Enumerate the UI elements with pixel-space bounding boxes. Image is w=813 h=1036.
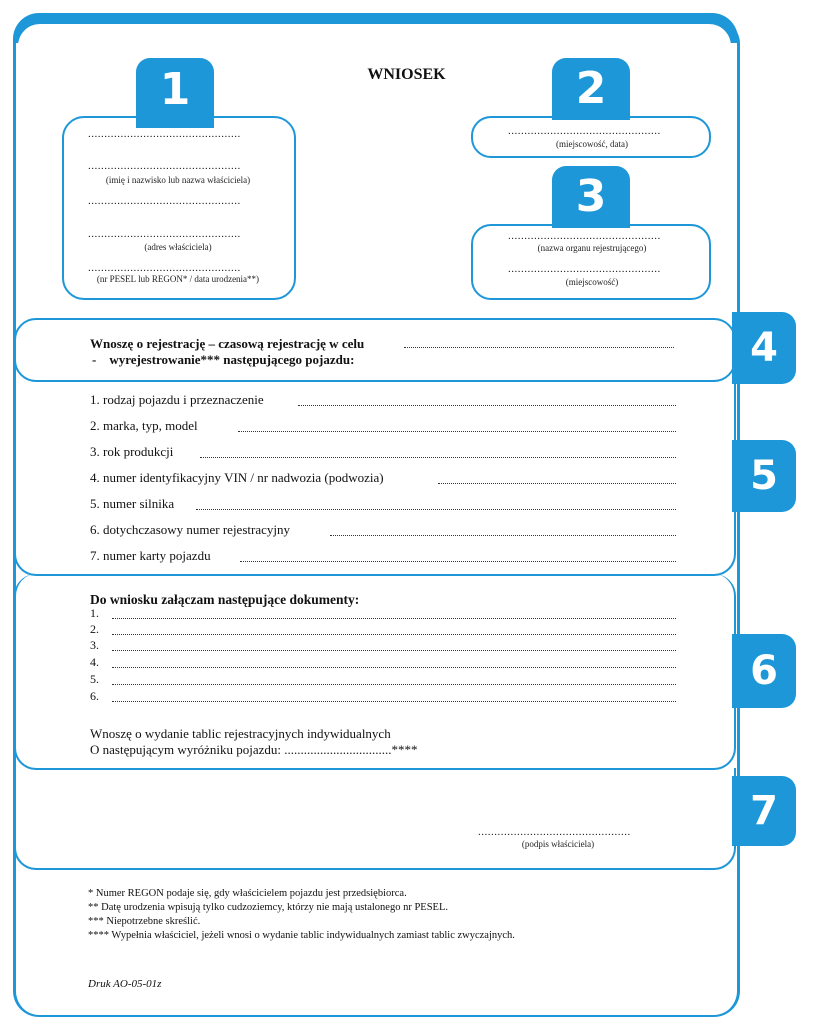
attachment-number: 3. bbox=[90, 638, 99, 652]
request-line-2: - wyrejestrowanie*** następującego pojazdu: bbox=[92, 352, 355, 367]
attachment-field[interactable] bbox=[112, 634, 676, 635]
vehicle-field-input[interactable] bbox=[240, 561, 676, 562]
attachment-field[interactable] bbox=[112, 667, 676, 668]
authority-name-line[interactable]: ............................................... bbox=[508, 230, 661, 242]
attachment-number: 1. bbox=[90, 606, 99, 620]
plates-distinguisher[interactable]: O następującym wyróżniku pojazdu: .................................**** bbox=[90, 742, 418, 757]
request-purpose-field[interactable] bbox=[404, 347, 674, 348]
vehicle-field-input[interactable] bbox=[196, 509, 676, 510]
footnote: *** Niepotrzebne skreślić. bbox=[88, 916, 201, 927]
owner-address-line-1[interactable]: ............................................... bbox=[88, 195, 241, 207]
attachment-number: 2. bbox=[90, 622, 99, 636]
owner-name-caption: (imię i nazwisko lub nazwa właściciela) bbox=[105, 175, 251, 185]
section-number-4: 4 bbox=[732, 312, 796, 384]
section-number-2: 2 bbox=[552, 58, 630, 120]
signature-line[interactable]: ............................................... bbox=[478, 826, 631, 838]
attachment-number: 6. bbox=[90, 689, 99, 703]
vehicle-field-input[interactable] bbox=[330, 535, 676, 536]
section-number-1: 1 bbox=[136, 58, 214, 128]
signature-caption: (podpis właściciela) bbox=[521, 839, 595, 849]
owner-id-caption: (nr PESEL lub REGON* / data urodzenia**) bbox=[96, 274, 260, 284]
authority-place-line[interactable]: ............................................... bbox=[508, 263, 661, 275]
owner-name-line-1[interactable]: ............................................... bbox=[88, 128, 241, 140]
vehicle-field-label: 2. marka, typ, model bbox=[90, 418, 198, 433]
section-number-6: 6 bbox=[732, 634, 796, 708]
footnote: * Numer REGON podaje się, gdy właścicielem pojazdu jest przedsiębiorca. bbox=[88, 888, 407, 899]
attachments-heading: Do wniosku załączam następujące dokumenty: bbox=[90, 592, 360, 607]
owner-address-caption: (adres właściciela) bbox=[144, 242, 212, 252]
owner-address-line-2[interactable]: ............................................... bbox=[88, 228, 241, 240]
vehicle-field-label: 3. rok produkcji bbox=[90, 444, 174, 459]
vehicle-field-input[interactable] bbox=[438, 483, 676, 484]
vehicle-field-label: 7. numer karty pojazdu bbox=[90, 548, 211, 563]
page-title: WNIOSEK bbox=[367, 66, 446, 83]
form-code: Druk AO-05-01z bbox=[88, 978, 162, 990]
signature-box bbox=[14, 768, 736, 870]
section-number-5: 5 bbox=[732, 440, 796, 512]
owner-id-line[interactable]: ............................................... bbox=[88, 262, 241, 274]
section-number-7: 7 bbox=[732, 776, 796, 846]
vehicle-field-label: 5. numer silnika bbox=[90, 496, 175, 511]
authority-place-caption: (miejscowość) bbox=[565, 277, 619, 287]
place-date-box bbox=[471, 116, 711, 158]
request-line-1: Wnoszę o rejestrację – czasową rejestrację w celu bbox=[90, 336, 365, 351]
section-number-3: 3 bbox=[552, 166, 630, 228]
footnote: ** Datę urodzenia wpisują tylko cudzoziemcy, którzy nie mają ustalonego nr PESEL. bbox=[88, 902, 449, 913]
attachment-field[interactable] bbox=[112, 701, 676, 702]
attachment-number: 4. bbox=[90, 655, 99, 669]
footnote: **** Wypełnia właściciel, jeżeli wnosi o wydanie tablic indywidualnych zamiast tablic zwyczajnych. bbox=[88, 930, 515, 941]
vehicle-field-label: 1. rodzaj pojazdu i przeznaczenie bbox=[90, 392, 264, 407]
attachment-field[interactable] bbox=[112, 684, 676, 685]
vehicle-field-input[interactable] bbox=[298, 405, 676, 406]
attachment-number: 5. bbox=[90, 672, 99, 686]
vehicle-field-label: 6. dotychczasowy numer rejestracyjny bbox=[90, 522, 290, 537]
authority-name-caption: (nazwa organu rejestrującego) bbox=[537, 243, 647, 253]
plates-request: Wnoszę o wydanie tablic rejestracyjnych indywidualnych bbox=[90, 726, 391, 741]
place-date-line[interactable]: ............................................... bbox=[508, 125, 661, 137]
attachment-field[interactable] bbox=[112, 618, 676, 619]
attachment-field[interactable] bbox=[112, 650, 676, 651]
owner-name-line-2[interactable]: ............................................... bbox=[88, 160, 241, 172]
place-date-caption: (miejscowość, data) bbox=[556, 139, 628, 149]
vehicle-field-input[interactable] bbox=[238, 431, 676, 432]
vehicle-field-label: 4. numer identyfikacyjny VIN / nr nadwozia (podwozia) bbox=[90, 470, 384, 485]
vehicle-field-input[interactable] bbox=[200, 457, 676, 458]
